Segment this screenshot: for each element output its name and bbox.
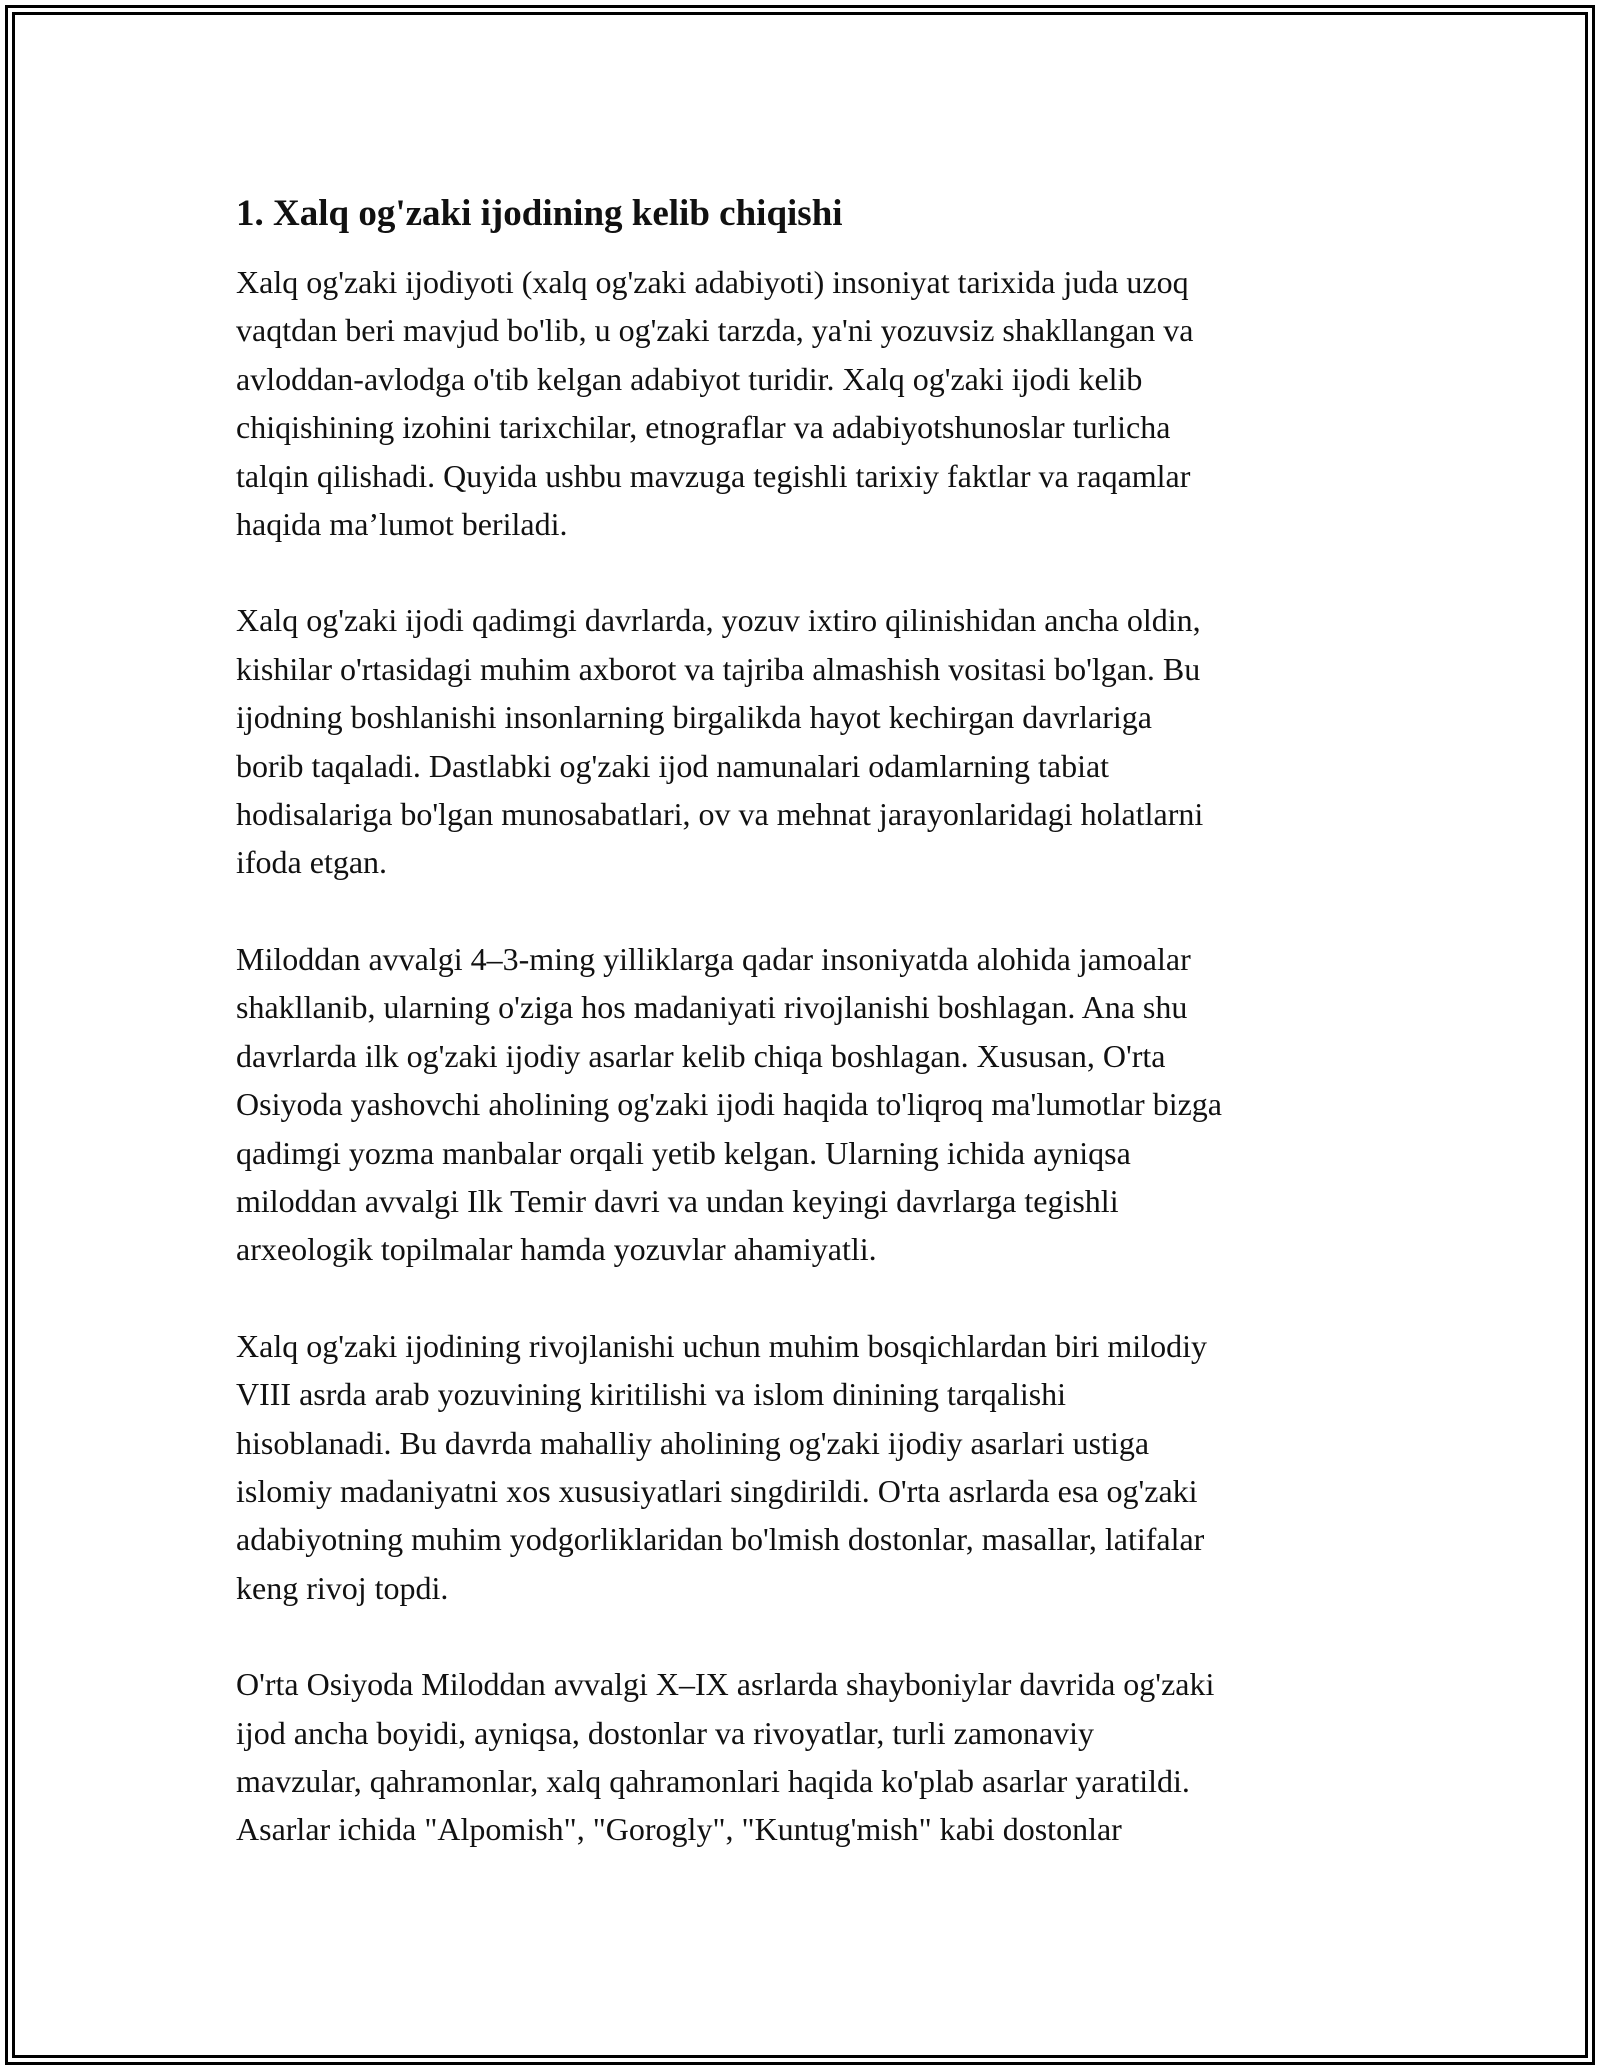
text-line: mavzular, qahramonlar, xalq qahramonlari haqida ko'plab asarlar yaratildi.: [236, 1762, 1190, 1799]
text-line: haqida ma’lumot beriladi.: [236, 506, 568, 543]
text-line: qadimgi yozma manbalar orqali yetib kelgan. Ularning ichida ayniqsa: [236, 1134, 1131, 1171]
paragraph-4: [236, 1322, 1386, 1612]
text-line: VIII asrda arab yozuvining kiritilishi va islom dinining tarqalishi: [236, 1376, 1067, 1413]
text-line: O'rta Osiyoda Miloddan avvalgi X–IX asrlarda shayboniylar davrida og'zaki: [236, 1666, 1215, 1703]
text-line: davrlarda ilk og'zaki ijodiy asarlar kelib chiqa boshlagan. Xususan, O'rta: [236, 1037, 1166, 1074]
text-line: shakllanib, ularning o'ziga hos madaniyati rivojlanishi boshlagan. Ana shu: [236, 989, 1188, 1026]
paragraph-1: [236, 258, 1386, 548]
text-line: ijod ancha boyidi, ayniqsa, dostonlar va rivoyatlar, turli zamonaviy: [236, 1714, 1095, 1751]
text-line: adabiyotning muhim yodgorliklaridan bo'lmish dostonlar, masallar, latifalar: [236, 1521, 1205, 1558]
document-body: [236, 190, 1386, 1902]
text-line: hodisalariga bo'lgan munosabatlari, ov va mehnat jarayonlaridagi holatlarni: [236, 796, 1204, 833]
text-line: hisoblanadi. Bu davrda mahalliy aholining og'zaki ijodiy asarlari ustiga: [236, 1424, 1150, 1461]
paragraph-5: [236, 1660, 1386, 1854]
text-line: keng rivoj topdi.: [236, 1569, 449, 1606]
paragraph-3: [236, 935, 1386, 1274]
text-line: borib taqaladi. Dastlabki og'zaki ijod namunalari odamlarning tabiat: [236, 747, 1110, 784]
text-line: ijodning boshlanishi insonlarning birgalikda hayot kechirgan davrlariga: [236, 699, 1152, 736]
text-line: arxeologik topilmalar hamda yozuvlar ahamiyatli.: [236, 1231, 877, 1268]
text-line: Xalq og'zaki ijodiyoti (xalq og'zaki adabiyoti) insoniyat tarixida juda uzoq: [236, 264, 1189, 300]
paragraph-2: [236, 596, 1386, 886]
text-line: talqin qilishadi. Quyida ushbu mavzuga tegishli tarixiy faktlar va raqamlar: [236, 457, 1191, 494]
text-line: kishilar o'rtasidagi muhim axborot va tajriba almashish vositasi bo'lgan. Bu: [236, 650, 1201, 687]
text-line: Asarlar ichida "Alpomish", "Gorogly", "Kuntug'mish" kabi dostonlar: [236, 1811, 1122, 1848]
text-line: Miloddan avvalgi 4–3-ming yilliklarga qadar insoniyatda alohida jamoalar: [236, 940, 1191, 977]
text-line: Osiyoda yashovchi aholining og'zaki ijodi haqida to'liqroq ma'lumotlar bizga: [236, 1086, 1222, 1123]
section-heading: 1. Xalq og'zaki ijodining kelib chiqishi: [236, 193, 843, 234]
text-line: islomiy madaniyatni xos xususiyatlari singdirildi. O'rta asrlarda esa og'zaki: [236, 1472, 1198, 1509]
text-line: vaqtdan beri mavjud bo'lib, u og'zaki tarzda, ya'ni yozuvsiz shakllangan va: [236, 312, 1194, 349]
text-line: Xalq og'zaki ijodining rivojlanishi uchun muhim bosqichlardan biri milodiy: [236, 1327, 1207, 1364]
text-line: ifoda etgan.: [236, 844, 388, 881]
text-line: chiqishining izohini tarixchilar, etnograflar va adabiyotshunoslar turlicha: [236, 409, 1171, 446]
text-line: avloddan-avlodga o'tib kelgan adabiyot turidir. Xalq og'zaki ijodi kelib: [236, 360, 1143, 397]
text-line: miloddan avvalgi Ilk Temir davri va undan keyingi davrlarga tegishli: [236, 1182, 1119, 1219]
text-line: Xalq og'zaki ijodi qadimgi davrlarda, yozuv ixtiro qilinishidan ancha oldin,: [236, 602, 1201, 639]
